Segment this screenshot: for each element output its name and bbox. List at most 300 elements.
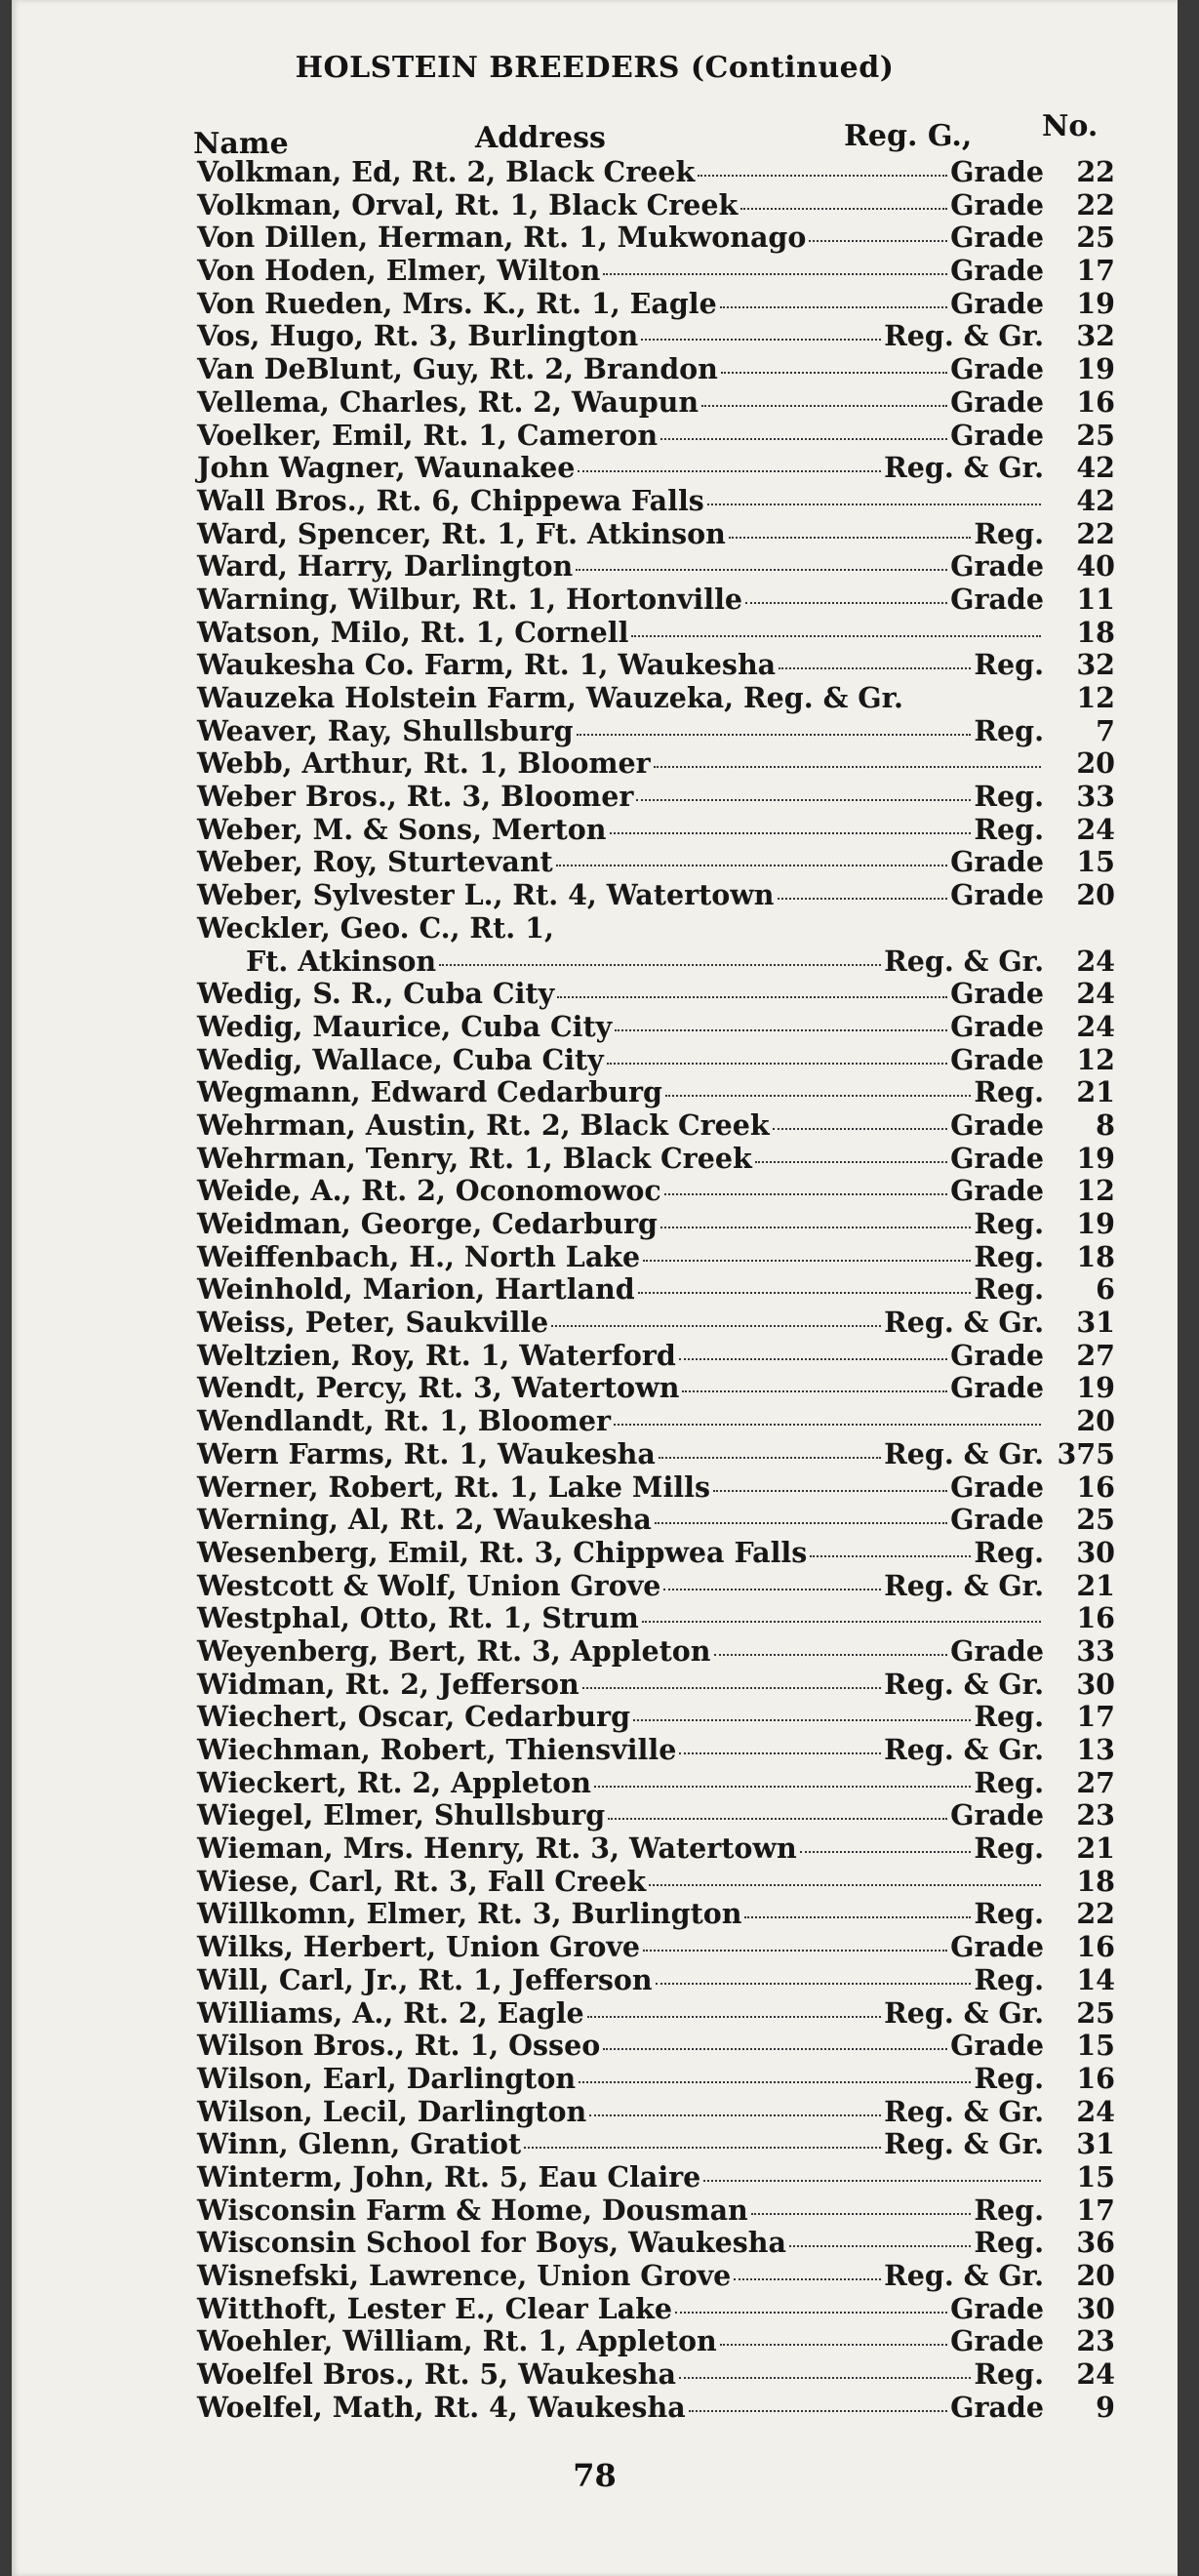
herd-count: 20 xyxy=(1076,1404,1115,1438)
registration-status: Reg. xyxy=(974,516,1044,550)
dot-leader xyxy=(614,1424,1041,1426)
entry-line xyxy=(197,2358,1044,2391)
herd-count: 24 xyxy=(1076,944,1115,978)
dot-leader xyxy=(744,1916,971,1918)
entry-line xyxy=(197,518,1044,550)
column-header-name: Name xyxy=(193,127,289,161)
dot-leader xyxy=(721,372,947,374)
list-item xyxy=(12,2194,1178,2228)
entry-line xyxy=(197,747,1044,780)
breeder-name-address: Ward, Harry, Darlington xyxy=(197,549,574,584)
herd-count: 23 xyxy=(1076,1798,1115,1832)
entry-line xyxy=(197,1109,1044,1142)
registration-status: Reg. & Gr. xyxy=(884,1667,1044,1701)
list-item xyxy=(12,1964,1178,1997)
list-item xyxy=(12,781,1178,814)
entry-line xyxy=(197,1832,1044,1865)
breeder-name-address: Von Hoden, Elmer, Wilton xyxy=(197,254,601,288)
herd-count: 11 xyxy=(1076,582,1115,616)
list-item xyxy=(12,1109,1178,1143)
list-item xyxy=(12,2161,1178,2194)
dot-leader xyxy=(582,1687,881,1689)
herd-count: 9 xyxy=(1096,2390,1115,2424)
breeder-name-address: Wendlandt, Rt. 1, Bloomer xyxy=(197,1404,612,1438)
entry-line xyxy=(197,1372,1044,1404)
herd-count: 27 xyxy=(1076,1338,1115,1372)
dot-leader xyxy=(751,2213,972,2215)
entry-line xyxy=(197,386,1044,419)
list-item xyxy=(12,156,1178,189)
herd-count: 32 xyxy=(1076,319,1115,353)
dot-leader xyxy=(656,1983,972,1985)
breeder-name-address: Weber, M. & Sons, Merton xyxy=(197,812,607,846)
registration-status: Reg. xyxy=(974,1700,1044,1734)
entry-line xyxy=(197,2293,1044,2325)
entry-line xyxy=(197,1767,1044,1799)
dot-leader xyxy=(720,2344,947,2346)
entry-line xyxy=(197,1307,1044,1339)
dot-leader xyxy=(810,1555,971,1557)
herd-count: 7 xyxy=(1096,713,1115,747)
dot-leader xyxy=(556,865,947,866)
dot-leader xyxy=(707,503,1041,505)
list-item xyxy=(12,1537,1178,1570)
list-item xyxy=(12,2260,1178,2293)
dot-leader xyxy=(679,1752,881,1754)
breeder-name-address: Watson, Milo, Rt. 1, Cornell xyxy=(197,615,629,649)
registration-status: Reg. xyxy=(974,1272,1044,1307)
dot-leader xyxy=(659,1457,881,1459)
entry-line xyxy=(197,189,1044,221)
list-item xyxy=(12,2293,1178,2326)
list-item xyxy=(12,715,1178,748)
breeder-name-address: Weinhold, Marion, Hartland xyxy=(197,1272,635,1307)
entry-line xyxy=(197,452,1044,484)
entry-line xyxy=(197,1208,1044,1240)
herd-count: 18 xyxy=(1076,1239,1115,1273)
dot-leader xyxy=(615,1029,947,1031)
herd-count: 19 xyxy=(1076,352,1115,386)
registration-status: Reg. xyxy=(974,1075,1044,1109)
breeder-name-address: Weltzien, Roy, Rt. 1, Waterford xyxy=(197,1338,676,1372)
herd-count: 16 xyxy=(1076,384,1115,419)
herd-count: 31 xyxy=(1076,1306,1115,1340)
herd-count: 6 xyxy=(1096,1272,1115,1307)
entry-line xyxy=(197,1044,1044,1076)
dot-leader xyxy=(734,2278,881,2280)
breeder-name-address: Wisnefski, Lawrence, Union Grove xyxy=(197,2259,732,2292)
herd-count: 24 xyxy=(1076,1009,1115,1043)
breeder-name-address: Woehler, William, Rt. 1, Appleton xyxy=(197,2324,717,2358)
list-item xyxy=(12,320,1178,353)
dot-leader xyxy=(579,2081,971,2083)
entry-line xyxy=(197,1866,1044,1898)
registration-status: Grade xyxy=(950,155,1044,188)
dot-leader xyxy=(689,2410,947,2412)
registration-status: Reg. & Gr. xyxy=(884,451,1044,485)
registration-status: Reg. & Gr. xyxy=(884,1568,1044,1602)
dot-leader xyxy=(642,1621,1041,1623)
registration-status: Reg. xyxy=(974,1239,1044,1273)
list-item xyxy=(12,452,1178,485)
registration-status: Grade xyxy=(950,1174,1044,1208)
breeder-name-address: Wern Farms, Rt. 1, Waukesha xyxy=(197,1436,656,1470)
entry-line xyxy=(197,2063,1044,2095)
entry-line xyxy=(197,353,1044,385)
list-item xyxy=(12,1405,1178,1438)
dot-leader xyxy=(603,273,947,275)
breeder-name-address: Wehrman, Tenry, Rt. 1, Black Creek xyxy=(197,1141,752,1175)
herd-count: 21 xyxy=(1076,1075,1115,1109)
registration-status: Grade xyxy=(950,1107,1044,1142)
dot-leader xyxy=(576,569,947,571)
herd-count: 24 xyxy=(1076,977,1115,1011)
breeder-name-address: Woelfel Bros., Rt. 5, Waukesha xyxy=(197,2357,676,2392)
herd-count: 25 xyxy=(1076,221,1115,255)
herd-count: 17 xyxy=(1076,1700,1115,1734)
registration-status: Grade xyxy=(950,845,1044,879)
list-item xyxy=(12,2358,1178,2392)
dot-leader xyxy=(660,1227,971,1228)
dot-leader xyxy=(679,1358,947,1360)
dot-leader xyxy=(631,635,1041,637)
herd-count: 24 xyxy=(1076,2357,1115,2392)
herd-count: 20 xyxy=(1076,2259,1115,2292)
list-item xyxy=(12,255,1178,288)
entry-line xyxy=(197,1635,1044,1668)
entry-line xyxy=(197,1143,1044,1175)
herd-count: 32 xyxy=(1076,648,1115,682)
list-item xyxy=(12,386,1178,420)
dot-leader xyxy=(607,1063,947,1065)
registration-status: Grade xyxy=(950,2029,1044,2063)
breeder-name-address: Wall Bros., Rt. 6, Chippewa Falls xyxy=(197,483,704,517)
registration-status: Reg. & Gr. xyxy=(884,2127,1044,2161)
herd-count: 22 xyxy=(1076,1897,1115,1931)
dot-leader xyxy=(643,1260,971,1262)
column-header-address: Address xyxy=(475,121,606,155)
list-item xyxy=(12,584,1178,617)
registration-status: Reg. xyxy=(974,648,1044,682)
list-item xyxy=(12,649,1178,682)
dot-leader xyxy=(654,766,1041,768)
breeder-name-address: Weyenberg, Bert, Rt. 3, Appleton xyxy=(197,1633,711,1668)
entry-line xyxy=(197,1273,1044,1306)
breeder-name-address: Wilson, Lecil, Darlington xyxy=(197,2094,587,2128)
dot-leader xyxy=(608,1818,947,1820)
breeder-name-address: Williams, A., Rt. 2, Eagle xyxy=(197,1995,584,2030)
breeder-name-address: Wendt, Percy, Rt. 3, Watertown xyxy=(197,1371,680,1405)
herd-count: 17 xyxy=(1076,2193,1115,2227)
list-item xyxy=(12,1143,1178,1176)
breeder-name-address: Will, Carl, Jr., Rt. 1, Jefferson xyxy=(197,1962,653,1996)
herd-count: 31 xyxy=(1076,2127,1115,2161)
list-item xyxy=(12,1471,1178,1505)
breeder-name-address: Wiegel, Elmer, Shullsburg xyxy=(197,1798,606,1832)
entry-line xyxy=(197,2227,1044,2259)
herd-count: 23 xyxy=(1076,2324,1115,2358)
entry-line xyxy=(197,156,1044,188)
breeder-name-address: Weidman, George, Cedarburg xyxy=(197,1207,658,1240)
list-item xyxy=(12,189,1178,222)
dot-leader xyxy=(577,734,972,736)
dot-leader xyxy=(800,1851,972,1853)
herd-count: 19 xyxy=(1076,286,1115,320)
dot-leader xyxy=(713,1490,947,1492)
dot-leader xyxy=(755,1161,947,1163)
list-item xyxy=(12,1011,1178,1044)
registration-status: Grade xyxy=(950,384,1044,419)
herd-count: 22 xyxy=(1076,516,1115,550)
list-item xyxy=(12,288,1178,321)
entry-line xyxy=(197,1504,1044,1536)
registration-status: Grade xyxy=(950,352,1044,386)
registration-status: Reg. xyxy=(974,2226,1044,2260)
dot-leader xyxy=(578,470,881,472)
list-item xyxy=(12,1669,1178,1702)
list-item xyxy=(12,1044,1178,1077)
list-item xyxy=(12,1570,1178,1603)
herd-count: 22 xyxy=(1076,155,1115,188)
herd-count: 20 xyxy=(1076,746,1115,781)
breeder-name-address: Westcott & Wolf, Union Grove xyxy=(197,1568,661,1602)
registration-status: Reg. xyxy=(974,1765,1044,1799)
entry-line xyxy=(197,485,1044,517)
registration-status: Reg. & Gr. xyxy=(884,1733,1044,1766)
herd-count: 30 xyxy=(1076,1535,1115,1569)
entry-line xyxy=(197,1734,1044,1766)
breeder-name-address: Winn, Glenn, Gratiot xyxy=(197,2127,522,2161)
list-item xyxy=(12,1438,1178,1471)
breeder-name-address: Wisconsin School for Boys, Waukesha xyxy=(197,2226,786,2260)
entry-line xyxy=(197,584,1044,616)
herd-count: 375 xyxy=(1057,1436,1115,1470)
breeder-name-address: Van DeBlunt, Guy, Rt. 2, Brandon xyxy=(197,352,718,386)
registration-status: Grade xyxy=(950,1469,1044,1504)
list-item xyxy=(12,1734,1178,1767)
herd-count: 25 xyxy=(1076,1995,1115,2030)
list-item xyxy=(12,1307,1178,1340)
herd-count: 30 xyxy=(1076,1667,1115,1701)
list-item xyxy=(12,420,1178,453)
entry-line xyxy=(197,912,1044,945)
entry-line xyxy=(197,1175,1044,1207)
list-item xyxy=(12,1898,1178,1931)
breeder-name-address: Wiechman, Robert, Thiensville xyxy=(197,1733,677,1766)
breeder-name-address: Von Rueden, Mrs. K., Rt. 1, Eagle xyxy=(197,286,717,320)
list-item xyxy=(12,2392,1178,2425)
breeder-name-address: Wilks, Herbert, Union Grove xyxy=(197,1930,641,1964)
list-item xyxy=(12,353,1178,386)
entry-line xyxy=(197,682,1044,714)
entry-line xyxy=(197,221,1044,254)
list-item xyxy=(12,2096,1178,2129)
entry-line xyxy=(197,1669,1044,1701)
entry-line xyxy=(197,2325,1044,2357)
entry-line xyxy=(197,550,1044,583)
herd-count: 21 xyxy=(1076,1568,1115,1602)
dot-leader xyxy=(524,2147,881,2149)
herd-count: 19 xyxy=(1076,1141,1115,1175)
registration-status: Grade xyxy=(950,1009,1044,1043)
herd-count: 27 xyxy=(1076,1765,1115,1799)
herd-count: 17 xyxy=(1076,254,1115,288)
registration-status: Grade xyxy=(950,221,1044,255)
registration-status: Grade xyxy=(950,977,1044,1011)
entry-line xyxy=(197,1997,1044,2030)
list-item xyxy=(12,946,1178,979)
dot-leader xyxy=(589,2114,881,2116)
breeder-name-address: Warning, Wilbur, Rt. 1, Hortonville xyxy=(197,582,743,616)
dot-leader xyxy=(778,898,948,900)
dot-leader xyxy=(714,1654,948,1656)
entry-line xyxy=(197,1602,1044,1634)
entry-line xyxy=(197,1076,1044,1108)
breeder-name-address: Werning, Al, Rt. 2, Waukesha xyxy=(197,1503,652,1537)
registration-status: Reg. xyxy=(974,713,1044,747)
herd-count: 12 xyxy=(1076,1174,1115,1208)
herd-count: 20 xyxy=(1076,878,1115,912)
entry-line xyxy=(197,1570,1044,1602)
entry-line xyxy=(197,1931,1044,1963)
registration-status: Grade xyxy=(950,2324,1044,2358)
breeder-name-address: Voelker, Emil, Rt. 1, Cameron xyxy=(197,418,659,452)
entry-line xyxy=(197,781,1044,813)
list-item xyxy=(12,1602,1178,1635)
breeder-name-address: Weber, Sylvester L., Rt. 4, Watertown xyxy=(197,878,775,912)
entry-line xyxy=(197,1471,1044,1504)
breeder-name-address: Wilson, Earl, Darlington xyxy=(197,2061,577,2095)
registration-status: Grade xyxy=(950,418,1044,452)
breeder-name-address: Wegmann, Edward Cedarburg xyxy=(197,1075,662,1109)
breeder-name-address: Wedig, Maurice, Cuba City xyxy=(197,1009,613,1043)
entry-line xyxy=(246,946,1044,978)
registration-status: Reg. & Gr. xyxy=(884,2094,1044,2128)
entry-line xyxy=(197,1799,1044,1831)
registration-status: Reg. xyxy=(974,1535,1044,1569)
registration-status: Reg. & Gr. xyxy=(884,1436,1044,1470)
herd-count: 16 xyxy=(1076,1469,1115,1504)
breeder-name-address: Wiechert, Oscar, Cedarburg xyxy=(197,1700,630,1734)
list-item xyxy=(12,485,1178,518)
list-item xyxy=(12,682,1178,715)
breeder-name-address: Ft. Atkinson xyxy=(246,944,437,978)
list-item xyxy=(12,1701,1178,1734)
entry-line xyxy=(197,978,1044,1010)
dot-leader xyxy=(663,1589,881,1590)
herd-count: 15 xyxy=(1076,2159,1115,2194)
registration-status: Grade xyxy=(950,254,1044,288)
entry-line xyxy=(197,2260,1044,2292)
breeder-name-address: Vos, Hugo, Rt. 3, Burlington xyxy=(197,319,639,353)
dot-leader xyxy=(633,1719,971,1721)
registration-status: Reg. & Gr. xyxy=(884,319,1044,353)
breeder-name-address: Ward, Spencer, Rt. 1, Ft. Atkinson xyxy=(197,516,726,550)
dot-leader xyxy=(660,438,947,440)
breeder-name-address: Webb, Arthur, Rt. 1, Bloomer xyxy=(197,746,651,781)
document-page xyxy=(12,0,1178,2576)
list-item xyxy=(12,2063,1178,2096)
entry-line xyxy=(197,715,1044,747)
breeder-name-address: Vellema, Charles, Rt. 2, Waupun xyxy=(197,384,699,419)
registration-status: Reg. xyxy=(974,812,1044,846)
dot-leader xyxy=(603,2048,947,2050)
registration-status: Reg. & Gr. xyxy=(884,1995,1044,2030)
registration-status: Grade xyxy=(950,2390,1044,2424)
dot-leader xyxy=(641,339,881,341)
herd-count: 15 xyxy=(1076,2029,1115,2063)
list-item xyxy=(12,747,1178,781)
dot-leader xyxy=(665,1095,971,1097)
entry-line xyxy=(197,617,1044,649)
herd-count: 33 xyxy=(1076,1633,1115,1668)
herd-count: 40 xyxy=(1076,549,1115,584)
herd-count: 19 xyxy=(1076,1207,1115,1240)
breeder-name-address: Weiss, Peter, Saukville xyxy=(197,1306,549,1340)
herd-count: 22 xyxy=(1076,187,1115,221)
list-item xyxy=(12,2325,1178,2358)
breeder-name-address: Wieckert, Rt. 2, Appleton xyxy=(197,1765,591,1799)
entry-line xyxy=(197,879,1044,911)
dot-leader xyxy=(594,1786,971,1788)
herd-count: 18 xyxy=(1076,615,1115,649)
breeder-name-address: Von Dillen, Herman, Rt. 1, Mukwonago xyxy=(197,221,807,255)
registration-status: Grade xyxy=(950,286,1044,320)
herd-count: 8 xyxy=(1096,1107,1115,1142)
herd-count: 24 xyxy=(1076,2094,1115,2128)
dot-leader xyxy=(773,1128,947,1130)
registration-status: Reg. xyxy=(974,1207,1044,1240)
dot-leader xyxy=(679,2377,971,2379)
breeder-name-address: Witthoft, Lester E., Clear Lake xyxy=(197,2291,673,2325)
herd-count: 14 xyxy=(1076,1962,1115,1996)
registration-status: Grade xyxy=(950,1141,1044,1175)
list-item xyxy=(12,879,1178,912)
entry-line xyxy=(197,1438,1044,1470)
dot-leader xyxy=(720,306,947,308)
breeder-name-address: Volkman, Orval, Rt. 1, Black Creek xyxy=(197,187,739,221)
dot-leader xyxy=(638,1292,972,1294)
list-item xyxy=(12,221,1178,255)
registration-status: Reg. & Gr. xyxy=(884,2259,1044,2292)
dot-leader xyxy=(557,996,947,998)
list-item xyxy=(12,1931,1178,1964)
list-item xyxy=(12,1175,1178,1208)
entry-line xyxy=(197,846,1044,878)
registration-status: Grade xyxy=(950,187,1044,221)
registration-status: Grade xyxy=(950,2291,1044,2325)
herd-count: 18 xyxy=(1076,1864,1115,1898)
dot-leader xyxy=(701,405,947,407)
herd-count: 19 xyxy=(1076,1371,1115,1405)
entry-line xyxy=(197,1701,1044,1733)
registration-status: Grade xyxy=(950,549,1044,584)
breeder-name-address: Weber, Roy, Sturtevant xyxy=(197,845,553,879)
entry-line xyxy=(197,1011,1044,1043)
breeder-name-address: Waukesha Co. Farm, Rt. 1, Waukesha xyxy=(197,648,777,682)
list-item xyxy=(12,1208,1178,1241)
dot-leader xyxy=(664,1193,947,1195)
entry-line xyxy=(197,420,1044,452)
list-item xyxy=(12,1767,1178,1800)
herd-count: 25 xyxy=(1076,418,1115,452)
dot-leader xyxy=(649,1884,1041,1886)
dot-leader xyxy=(703,2180,1041,2182)
dot-leader xyxy=(740,208,947,210)
breeder-name-address: Wilson Bros., Rt. 1, Osseo xyxy=(197,2029,601,2063)
registration-status: Grade xyxy=(950,1798,1044,1832)
dot-leader xyxy=(729,537,971,539)
